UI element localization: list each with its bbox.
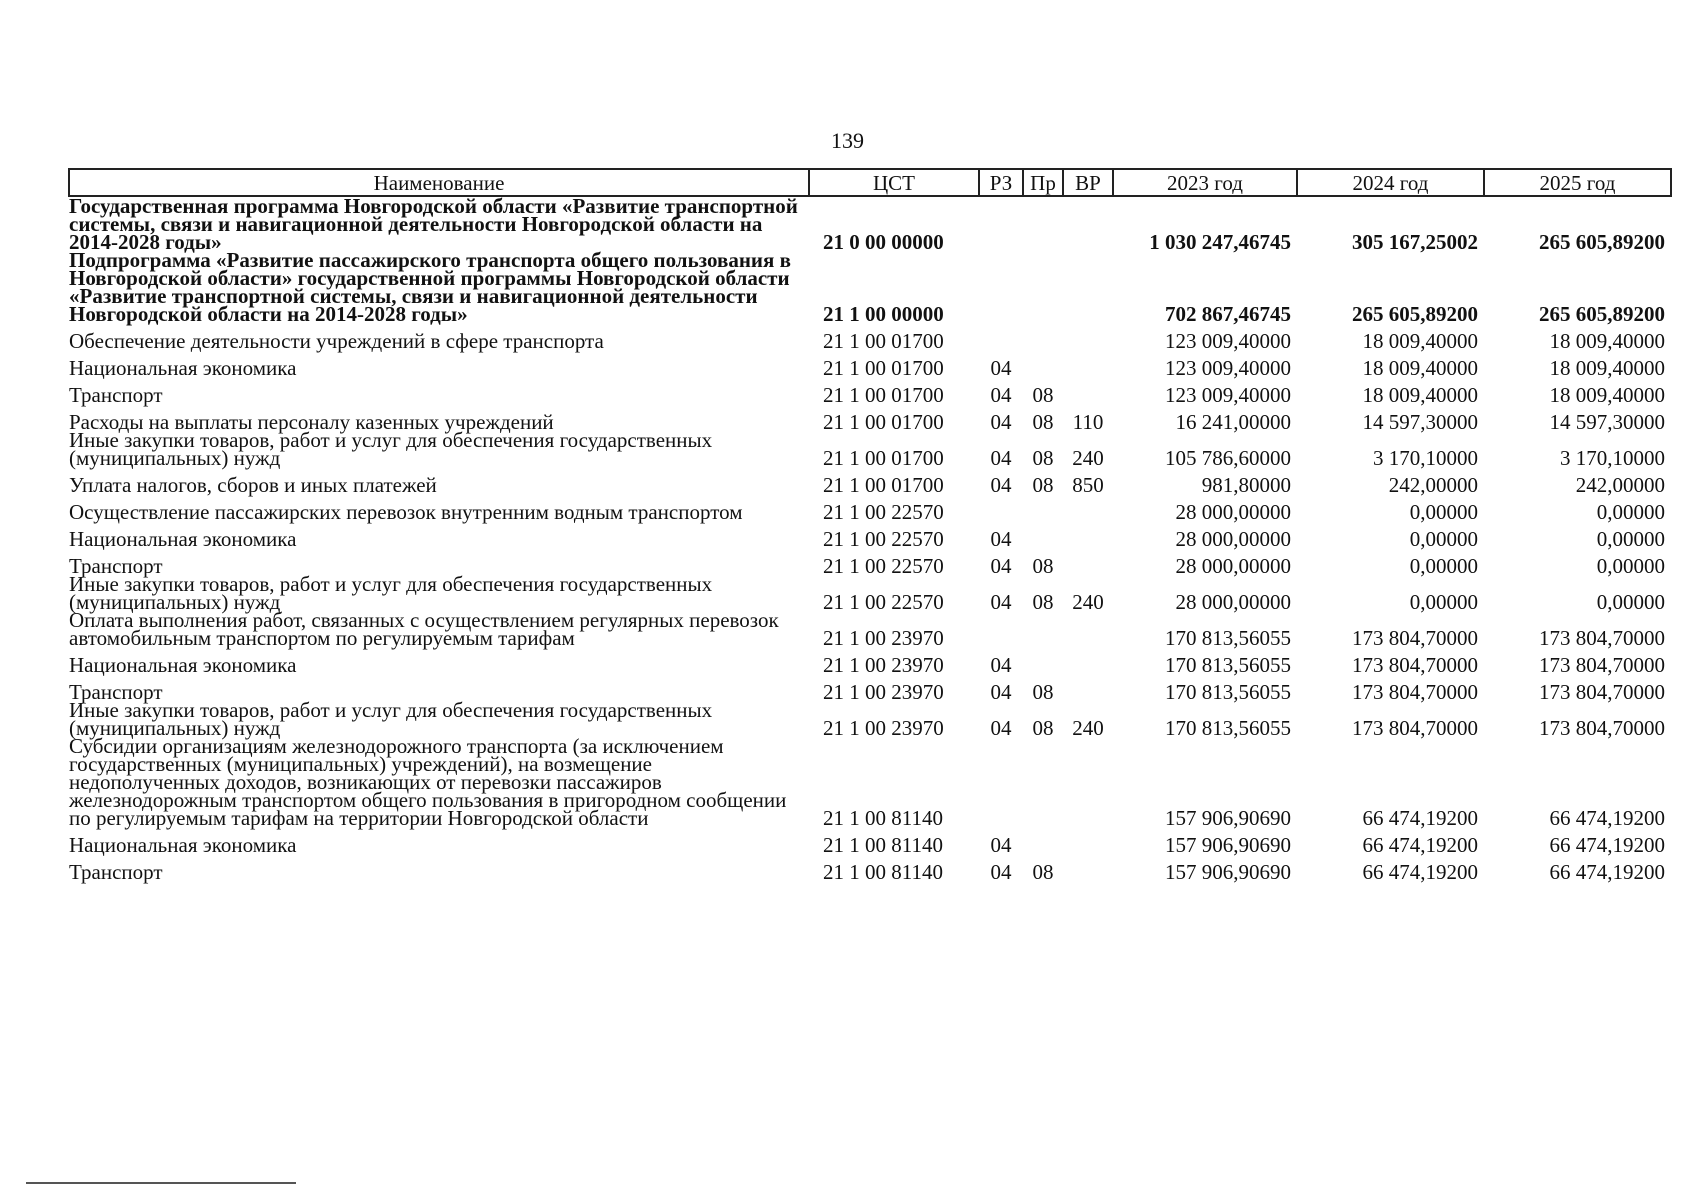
row-cst: 21 1 00 01700 xyxy=(823,356,944,380)
row-pr xyxy=(1023,521,1063,548)
row-pr: 08 xyxy=(1032,446,1054,470)
row-value-2025: 0,00000 xyxy=(1596,554,1665,578)
table-row xyxy=(69,521,1671,548)
row-rz: 04 xyxy=(990,716,1012,740)
row-value-2023: 702 867,46745 xyxy=(1165,302,1291,326)
row-value-2023: 16 241,00000 xyxy=(1175,410,1291,434)
row-name: Осуществление пассажирских перевозок внутренним водным транспортом xyxy=(69,500,743,524)
row-value-2023: 105 786,60000 xyxy=(1165,446,1291,470)
row-cst: 21 1 00 23970 xyxy=(823,653,944,677)
table-row xyxy=(69,467,1671,494)
row-pr xyxy=(1023,323,1063,350)
page-number: 139 xyxy=(831,128,864,153)
row-name: Субсидии организациям железнодорожного транспорта (за исключением государственных (муниципальных) учреждений), на возмещение недополученных доходов, возникающих от перевозки пассажиров железнодорожным транспортом общего пользования в пригородном сообщении по регулируемым тарифам на территории Новгородской области xyxy=(69,734,787,830)
table-row xyxy=(69,251,1671,323)
header-cst: ЦСТ xyxy=(809,169,979,196)
row-pr xyxy=(1023,350,1063,377)
row-value-2023: 981,80000 xyxy=(1201,473,1291,497)
row-value-2023: 170 813,56055 xyxy=(1165,680,1291,704)
header-vr: ВР xyxy=(1063,169,1113,196)
row-value-2024: 173 804,70000 xyxy=(1352,626,1478,650)
header-name: Наименование xyxy=(69,169,809,196)
row-value-2024: 18 009,40000 xyxy=(1362,329,1478,353)
row-vr xyxy=(1063,350,1113,377)
row-value-2023: 157 906,90690 xyxy=(1165,833,1291,857)
table-row xyxy=(69,548,1671,575)
row-name: Транспорт xyxy=(69,383,163,407)
header-rz: РЗ xyxy=(979,169,1023,196)
row-pr xyxy=(1023,611,1063,647)
row-value-2023: 28 000,00000 xyxy=(1175,590,1291,614)
row-value-2024: 0,00000 xyxy=(1409,590,1478,614)
row-cst: 21 1 00 22570 xyxy=(823,554,944,578)
row-value-2025: 0,00000 xyxy=(1596,527,1665,551)
row-name: Транспорт xyxy=(69,860,163,884)
table-row xyxy=(69,431,1671,467)
row-name: Обеспечение деятельности учреждений в сфере транспорта xyxy=(69,329,604,353)
row-name: Подпрограмма «Развитие пассажирского транспорта общего пользования в Новгородской области» государственной программы Новгородской области «Развитие транспортной системы, связи и навигационной деятельности Новгородской области на 2014-2028 годы» xyxy=(69,248,791,326)
row-vr: 240 xyxy=(1072,446,1104,470)
row-vr xyxy=(1063,521,1113,548)
row-value-2024: 0,00000 xyxy=(1409,554,1478,578)
row-name: Национальная экономика xyxy=(69,653,297,677)
budget-table xyxy=(68,168,1672,884)
row-rz xyxy=(979,251,1023,323)
row-pr xyxy=(1023,647,1063,674)
row-value-2024: 0,00000 xyxy=(1409,500,1478,524)
row-name: Государственная программа Новгородской области «Развитие транспортной системы, связи и навигационной деятельности Новгородской области на 2014-2028 годы» xyxy=(69,194,798,254)
table-row xyxy=(69,701,1671,737)
row-value-2025: 18 009,40000 xyxy=(1549,383,1665,407)
row-pr xyxy=(1023,827,1063,854)
row-rz: 04 xyxy=(990,383,1012,407)
row-pr: 08 xyxy=(1032,383,1054,407)
header-2025: 2025 год xyxy=(1484,169,1671,196)
row-rz: 04 xyxy=(990,860,1012,884)
row-name: Оплата выполнения работ, связанных с осуществлением регулярных перевозок автомобильным транспортом по регулируемым тарифам xyxy=(69,608,779,650)
row-value-2023: 170 813,56055 xyxy=(1165,653,1291,677)
row-cst: 21 1 00 81140 xyxy=(823,860,943,884)
row-name: Иные закупки товаров, работ и услуг для обеспечения государственных (муниципальных) нужд xyxy=(69,428,713,470)
row-value-2024: 66 474,19200 xyxy=(1362,860,1478,884)
row-value-2025: 66 474,19200 xyxy=(1549,806,1665,830)
row-vr xyxy=(1063,494,1113,521)
row-name: Уплата налогов, сборов и иных платежей xyxy=(69,473,437,497)
row-cst: 21 1 00 01700 xyxy=(823,473,944,497)
row-value-2023: 123 009,40000 xyxy=(1165,329,1291,353)
row-rz: 04 xyxy=(990,590,1012,614)
row-value-2025: 0,00000 xyxy=(1596,590,1665,614)
header-2024: 2024 год xyxy=(1297,169,1484,196)
header-2023: 2023 год xyxy=(1113,169,1297,196)
row-value-2024: 18 009,40000 xyxy=(1362,356,1478,380)
row-cst: 21 1 00 22570 xyxy=(823,527,944,551)
header-pr: Пр xyxy=(1023,169,1063,196)
row-vr xyxy=(1063,854,1113,881)
row-name: Национальная экономика xyxy=(69,833,297,857)
row-pr: 08 xyxy=(1032,680,1054,704)
row-value-2025: 66 474,19200 xyxy=(1549,833,1665,857)
row-value-2023: 123 009,40000 xyxy=(1165,383,1291,407)
row-cst: 21 1 00 23970 xyxy=(823,716,944,740)
row-pr: 08 xyxy=(1032,473,1054,497)
row-value-2023: 28 000,00000 xyxy=(1175,527,1291,551)
row-pr xyxy=(1023,251,1063,323)
row-value-2024: 173 804,70000 xyxy=(1352,716,1478,740)
row-rz xyxy=(979,323,1023,350)
table-row xyxy=(69,854,1671,881)
row-value-2025: 66 474,19200 xyxy=(1549,860,1665,884)
row-rz: 04 xyxy=(990,473,1012,497)
row-vr: 850 xyxy=(1072,473,1104,497)
row-value-2025: 242,00000 xyxy=(1575,473,1665,497)
row-rz: 04 xyxy=(990,446,1012,470)
row-value-2023: 28 000,00000 xyxy=(1175,554,1291,578)
row-cst: 21 1 00 01700 xyxy=(823,410,944,434)
row-value-2024: 265 605,89200 xyxy=(1352,302,1478,326)
row-value-2023: 28 000,00000 xyxy=(1175,500,1291,524)
row-value-2024: 66 474,19200 xyxy=(1362,806,1478,830)
row-rz: 04 xyxy=(990,410,1012,434)
row-value-2024: 18 009,40000 xyxy=(1362,383,1478,407)
table-row xyxy=(69,611,1671,647)
table-row xyxy=(69,404,1671,431)
row-cst: 21 1 00 01700 xyxy=(823,329,944,353)
row-value-2025: 0,00000 xyxy=(1596,500,1665,524)
row-cst: 21 1 00 00000 xyxy=(823,302,944,326)
row-value-2023: 157 906,90690 xyxy=(1165,806,1291,830)
row-cst: 21 1 00 81140 xyxy=(823,833,943,857)
row-pr: 08 xyxy=(1032,554,1054,578)
row-value-2025: 265 605,89200 xyxy=(1539,230,1665,254)
row-value-2025: 18 009,40000 xyxy=(1549,329,1665,353)
table-row xyxy=(69,647,1671,674)
row-pr: 08 xyxy=(1032,590,1054,614)
row-value-2025: 18 009,40000 xyxy=(1549,356,1665,380)
row-cst: 21 1 00 01700 xyxy=(823,446,944,470)
row-name: Национальная экономика xyxy=(69,356,297,380)
table-header xyxy=(69,169,1671,196)
row-vr: 110 xyxy=(1072,410,1104,434)
row-rz: 04 xyxy=(990,653,1012,677)
row-vr xyxy=(1063,611,1113,647)
row-vr xyxy=(1063,647,1113,674)
row-value-2025: 173 804,70000 xyxy=(1539,626,1665,650)
row-value-2025: 3 170,10000 xyxy=(1560,446,1665,470)
row-vr: 240 xyxy=(1072,716,1104,740)
row-value-2024: 173 804,70000 xyxy=(1352,680,1478,704)
row-cst: 21 1 00 22570 xyxy=(823,500,944,524)
row-pr xyxy=(1023,196,1063,251)
row-value-2023: 1 030 247,46745 xyxy=(1149,230,1291,254)
row-vr: 240 xyxy=(1072,590,1104,614)
row-vr xyxy=(1063,737,1113,827)
row-rz: 04 xyxy=(990,356,1012,380)
row-value-2024: 14 597,30000 xyxy=(1362,410,1478,434)
row-value-2023: 170 813,56055 xyxy=(1165,626,1291,650)
footer-rule xyxy=(26,1182,296,1184)
row-rz xyxy=(979,494,1023,521)
row-value-2024: 305 167,25002 xyxy=(1352,230,1478,254)
row-vr xyxy=(1063,251,1113,323)
row-pr: 08 xyxy=(1032,860,1054,884)
table-row xyxy=(69,674,1671,701)
row-cst: 21 1 00 01700 xyxy=(823,383,944,407)
table-row xyxy=(69,350,1671,377)
row-value-2025: 173 804,70000 xyxy=(1539,716,1665,740)
header-row xyxy=(69,169,1671,196)
row-vr xyxy=(1063,548,1113,575)
table-row xyxy=(69,196,1671,251)
row-value-2025: 173 804,70000 xyxy=(1539,680,1665,704)
table-row xyxy=(69,323,1671,350)
row-cst: 21 1 00 22570 xyxy=(823,590,944,614)
row-cst: 21 1 00 81140 xyxy=(823,806,943,830)
row-pr xyxy=(1023,737,1063,827)
row-cst: 21 1 00 23970 xyxy=(823,680,944,704)
row-cst: 21 1 00 23970 xyxy=(823,626,944,650)
row-name: Транспорт xyxy=(69,554,163,578)
row-value-2024: 242,00000 xyxy=(1388,473,1478,497)
row-vr xyxy=(1063,827,1113,854)
row-name: Национальная экономика xyxy=(69,527,297,551)
row-pr xyxy=(1023,494,1063,521)
row-vr xyxy=(1063,323,1113,350)
row-rz xyxy=(979,196,1023,251)
row-rz xyxy=(979,611,1023,647)
row-value-2025: 173 804,70000 xyxy=(1539,653,1665,677)
row-value-2024: 0,00000 xyxy=(1409,527,1478,551)
row-name: Иные закупки товаров, работ и услуг для обеспечения государственных (муниципальных) нужд xyxy=(69,698,713,740)
row-pr: 08 xyxy=(1032,716,1054,740)
table-row xyxy=(69,494,1671,521)
table-row xyxy=(69,737,1671,827)
row-pr: 08 xyxy=(1032,410,1054,434)
table-row xyxy=(69,827,1671,854)
row-rz: 04 xyxy=(990,554,1012,578)
row-cst: 21 0 00 00000 xyxy=(823,230,944,254)
row-vr xyxy=(1063,196,1113,251)
row-vr xyxy=(1063,674,1113,701)
table-body xyxy=(69,194,1671,884)
row-rz: 04 xyxy=(990,680,1012,704)
row-value-2023: 157 906,90690 xyxy=(1165,860,1291,884)
row-value-2023: 170 813,56055 xyxy=(1165,716,1291,740)
row-name: Расходы на выплаты персоналу казенных учреждений xyxy=(69,410,554,434)
table-row xyxy=(69,377,1671,404)
row-value-2024: 66 474,19200 xyxy=(1362,833,1478,857)
row-rz: 04 xyxy=(990,833,1012,857)
row-value-2023: 123 009,40000 xyxy=(1165,356,1291,380)
row-name: Иные закупки товаров, работ и услуг для обеспечения государственных (муниципальных) нужд xyxy=(69,572,713,614)
table-row xyxy=(69,575,1671,611)
row-value-2025: 265 605,89200 xyxy=(1539,302,1665,326)
row-vr xyxy=(1063,377,1113,404)
row-name: Транспорт xyxy=(69,680,163,704)
row-value-2025: 14 597,30000 xyxy=(1549,410,1665,434)
row-value-2024: 3 170,10000 xyxy=(1373,446,1478,470)
row-rz: 04 xyxy=(990,527,1012,551)
row-rz xyxy=(979,737,1023,827)
row-value-2024: 173 804,70000 xyxy=(1352,653,1478,677)
